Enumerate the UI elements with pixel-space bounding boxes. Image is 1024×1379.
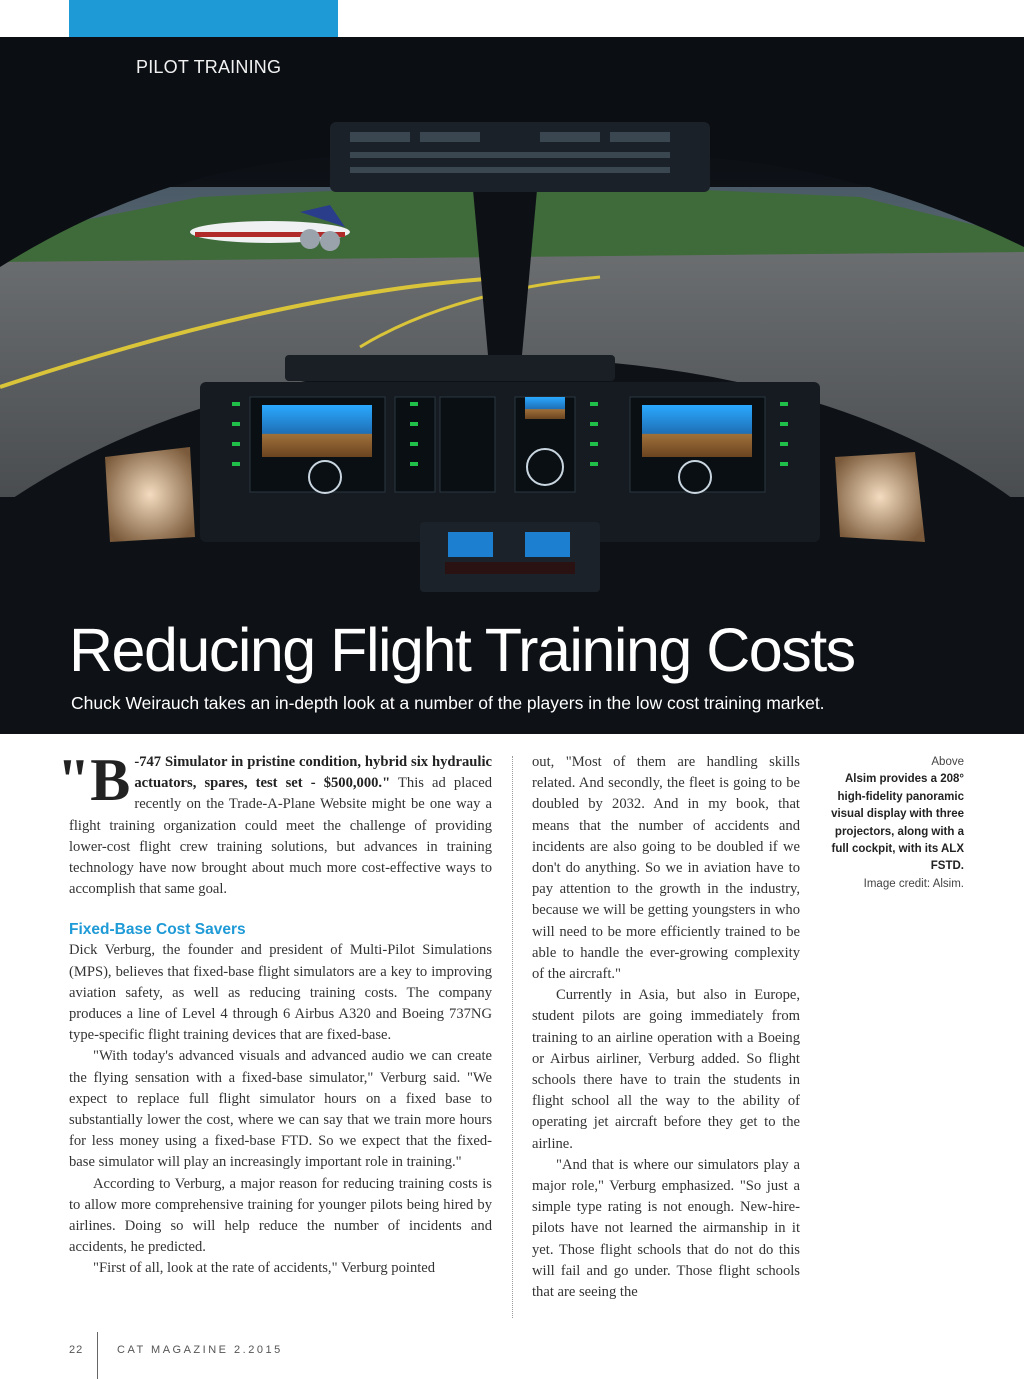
body-paragraph: Dick Verburg, the founder and president of Multi-Pilot Simulations (MPS), believes that fixed-base flight simulators are a key to improving aviation safety, as well as reducing training costs. The company produces a line of Level 4 through 6 Airbus A320 and Boeing 737NG type-specific flight training devices that are fixed-base. xyxy=(69,942,492,1044)
deck-text: takes an in-depth look at a number of the players in the low cost training market. xyxy=(199,693,825,713)
article-title: Reducing Flight Training Costs xyxy=(69,616,855,684)
column-divider xyxy=(512,756,513,1318)
body-paragraph: "With today's advanced visuals and advanced audio we can create the flying sensation with a fixed-base simulator," Verburg said. "We expect to replace full flight simulator hours on a fixed base to substantially lower the cost, where we can say that we train more hours for less money using a fixed-base FTD. So we expect that the fixed-base simulator will play an increasingly important role in training." xyxy=(69,1048,492,1171)
body-paragraph: Currently in Asia, but also in Europe, student pilots are going immediately from training to an airline operation with a Boeing or Airbus airliner, Verburg added. So flight schools there have to train the students in flight school all the way to the ability of operating jet aircraft before they get to the airline. xyxy=(532,987,800,1152)
caption-body: Alsim provides a 208° high-fidelity panoramic visual display with three projectors, along with a full cockpit, with its ALX FSTD. xyxy=(831,773,964,873)
caption-label: Above xyxy=(931,756,964,768)
section-color-tab xyxy=(69,0,338,37)
body-paragraph: "And that is where our simulators play a major role," Verburg emphasized. "So just a simple type rating is not enough. New-hire-pilots have not learned the airmanship in it yet. Those flight schools that do not do this will fail and go under. Those flight schools that are seeing the xyxy=(532,1156,800,1301)
hero-cockpit-photo xyxy=(0,37,1024,734)
page-number: 22 xyxy=(69,1344,84,1356)
body-paragraph: "First of all, look at the rate of accidents," Verburg pointed xyxy=(93,1260,436,1277)
body-paragraph: According to Verburg, a major reason for reducing training costs is to allow more comprehensive training for younger pilots being hired by airlines. Doing so will help reduce the number of incidents and accidents, he predicted. xyxy=(69,1175,492,1256)
lead-text: This ad placed recently on the Trade-A-Plane Website might be one way a flight training organization could meet the challenge of providing lower-cost flight crew training solutions, but advances in training technology have now brought about much more cost-effective ways to accomplish that same goal. xyxy=(69,775,493,898)
section-label: PILOT TRAINING xyxy=(136,57,282,77)
lead-paragraph xyxy=(57,747,493,900)
body-paragraph: out, "Most of them are handling skills related. And secondly, the fleet is going to be doubled by 2032. And in my book, that means that the number of accidents and incidents are also going to be doubled if we don't do anything. So we in aviation have to pay attention to the growth in the industry, because we will be getting youngsters in who will need to be more efficiently trained to be able to handle the ever-growing complexity of the aircraft." xyxy=(532,754,800,983)
article-deck xyxy=(71,693,825,714)
section-subhead: Fixed-Base Cost Savers xyxy=(69,921,246,939)
article-author: Chuck Weirauch xyxy=(71,693,200,713)
caption-credit: Image credit: Alsim. xyxy=(863,877,964,890)
photo-caption xyxy=(828,754,964,893)
drop-cap: "B xyxy=(57,747,131,813)
footer-rule xyxy=(97,1332,98,1379)
article-column-2 xyxy=(532,752,800,1303)
magazine-issue: CAT MAGAZINE 2.2015 xyxy=(117,1344,283,1356)
lead-quote: -747 Simulator in pristine condition, hybrid six hydraulic actuators, spares, test set - $500,000." xyxy=(134,754,492,792)
article-column-1 xyxy=(57,747,493,1280)
